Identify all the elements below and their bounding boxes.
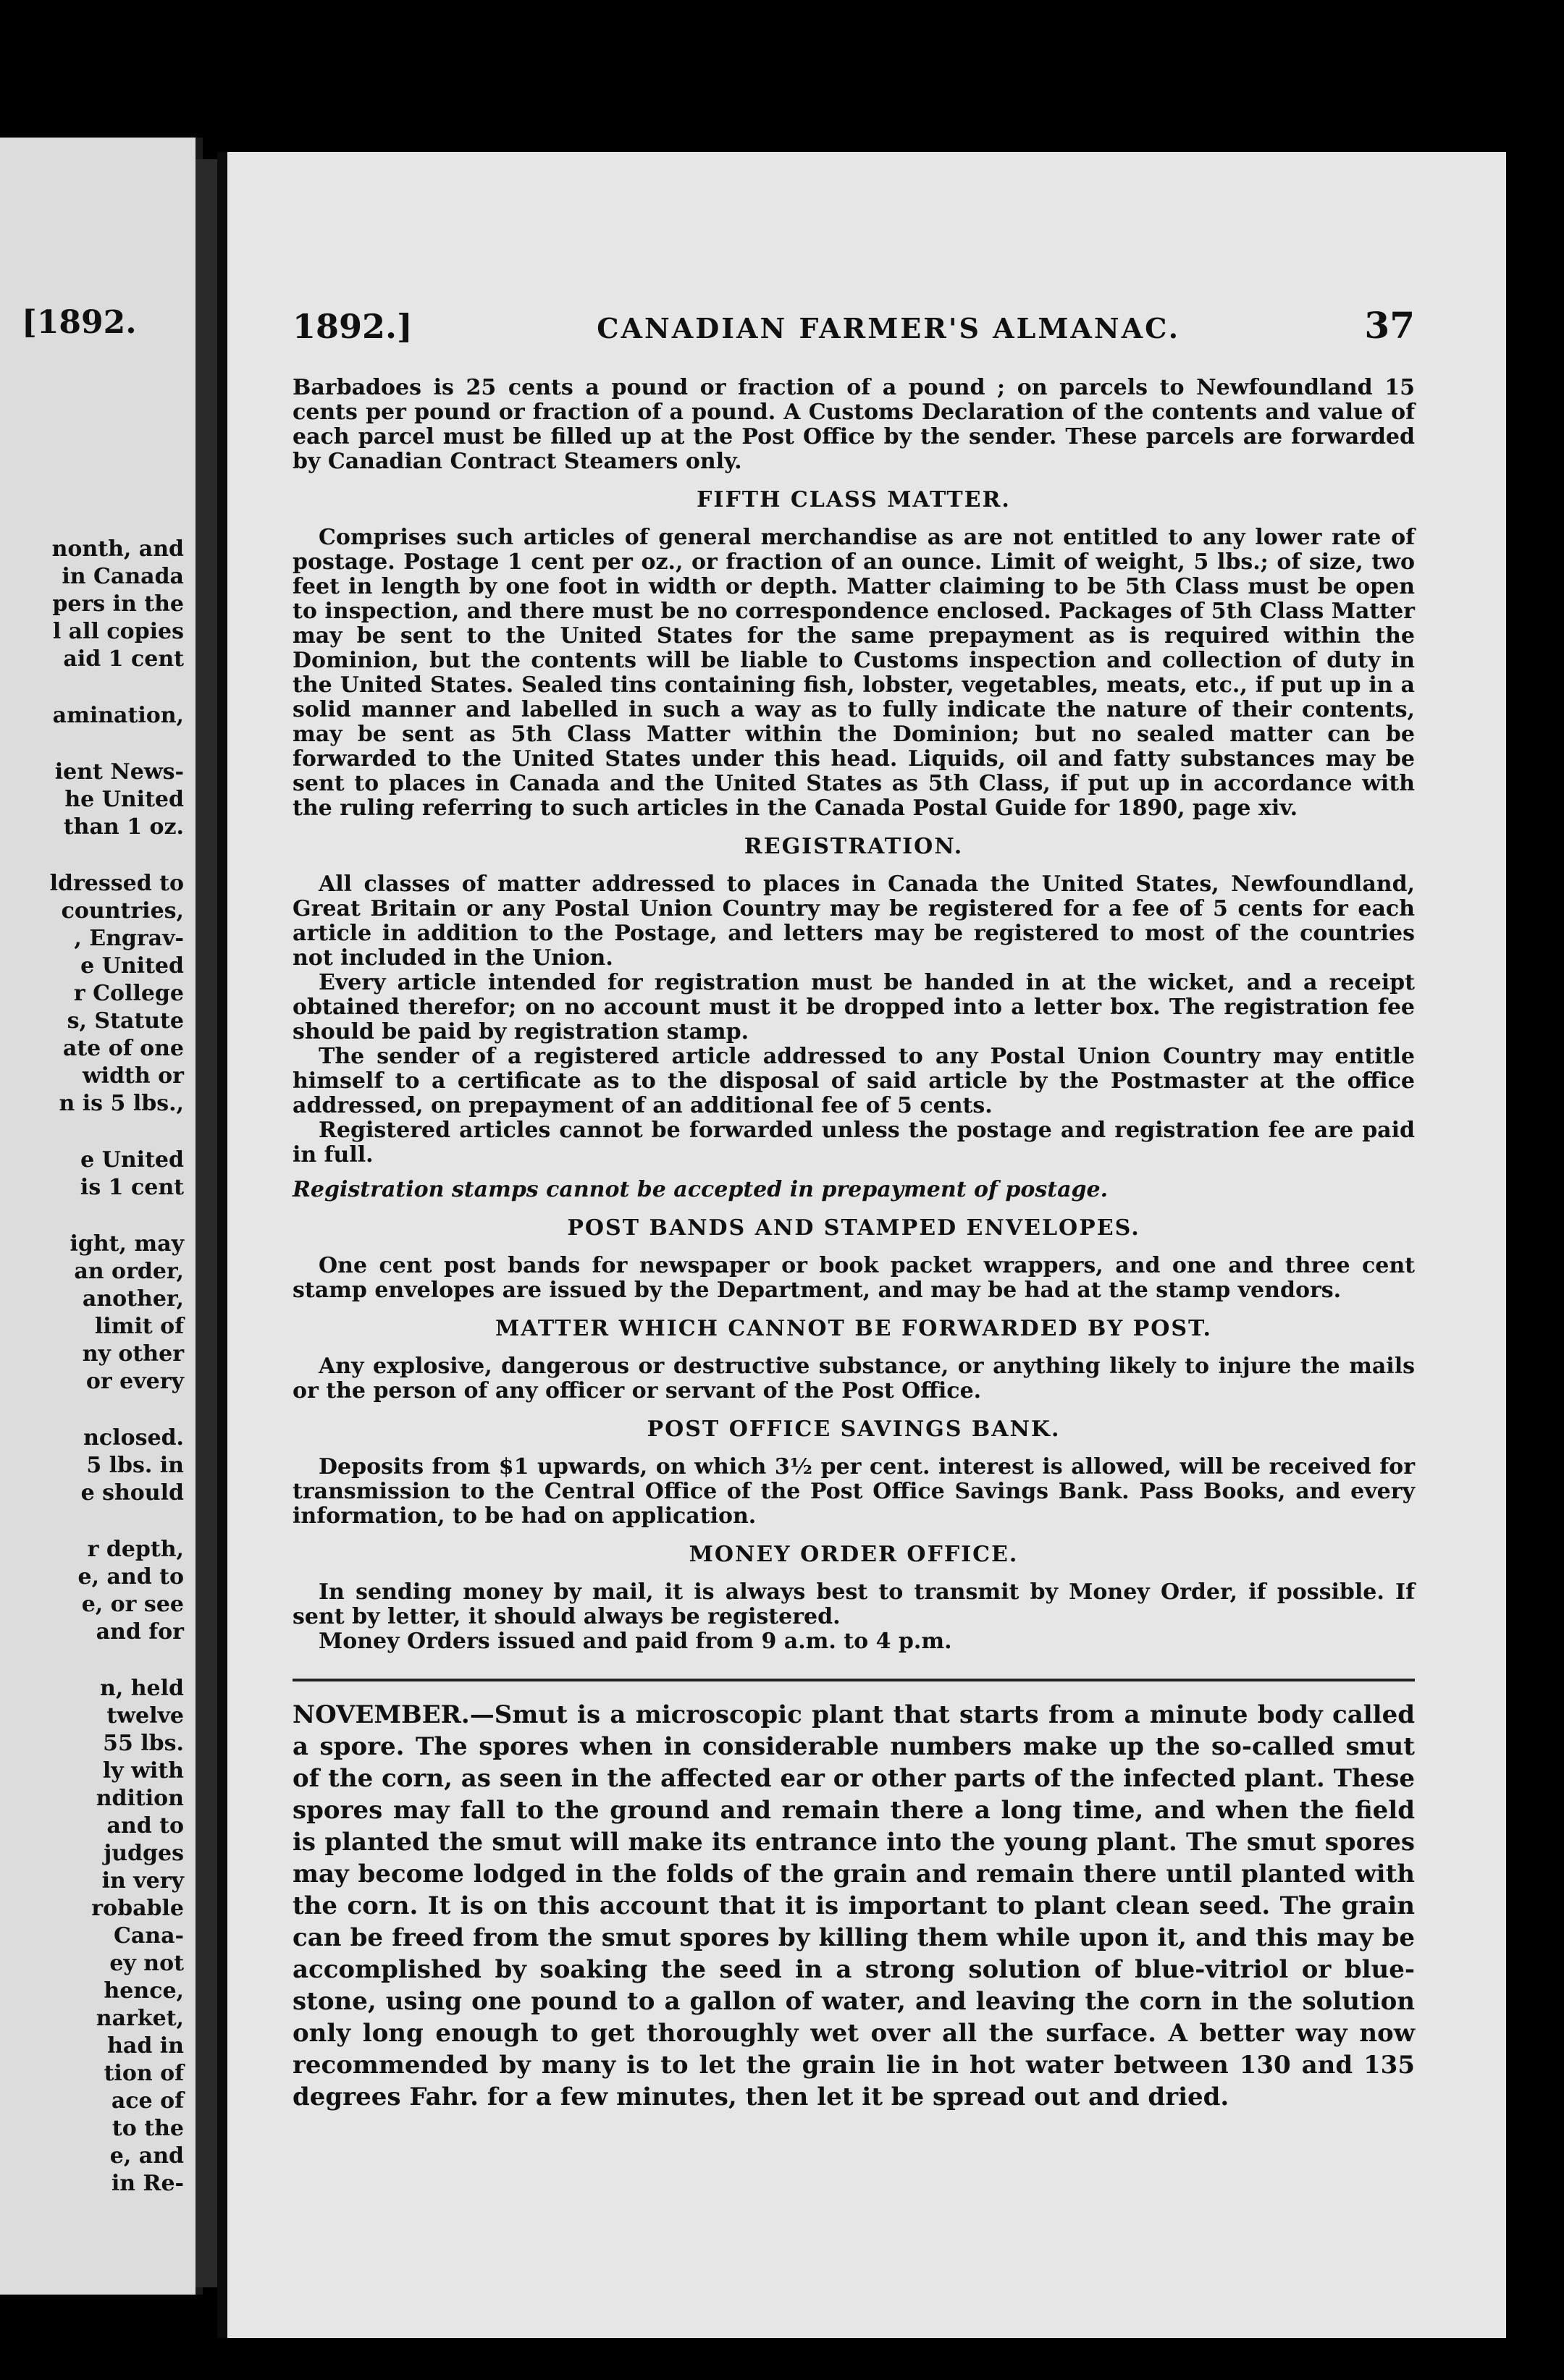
- registration-p4: Registered articles cannot be forwarded unless the postage and registration fee are paid in full.: [293, 1118, 1415, 1168]
- left-page-line: robable: [91, 1896, 184, 1921]
- left-page-line: is 1 cent: [80, 1175, 184, 1200]
- left-page-line: ldressed to: [49, 871, 184, 896]
- left-page-line: e, and to: [77, 1564, 184, 1590]
- page-number: 37: [1364, 304, 1415, 347]
- heading-money-order: MONEY ORDER OFFICE.: [689, 1542, 1019, 1567]
- left-page-line: in Canada: [62, 564, 184, 589]
- registration-note: Registration stamps cannot be accepted in prepayment of postage.: [293, 1177, 1109, 1202]
- left-page-gap: [0, 673, 196, 702]
- left-page-line: n, held: [100, 1676, 184, 1701]
- left-page-line: an order,: [74, 1259, 184, 1284]
- left-page-line: e, and: [109, 2143, 184, 2169]
- registration-p1: All classes of matter addressed to places in Canada the United States, Newfoundland, Great Britain or any Postal Union Country may be registered for a fee of 5 cents for each article in addition to the Postage, and letters may be registered to most of the countries not included in the Union.: [293, 872, 1415, 971]
- registration-p3: The sender of a registered article addressed to any Postal Union Country may entitle himself to a certificate as to the disposal of said article by the Postmaster at the office addressed, on prepayment of an additional fee of 5 cents.: [293, 1044, 1415, 1118]
- left-page-line: narket,: [96, 2006, 184, 2031]
- almanac-page: [217, 152, 1506, 2338]
- money-order-p1: In sending money by mail, it is always best to transmit by Money Order, if possible. If sent by letter, it should always be registered.: [293, 1579, 1415, 1629]
- intro-paragraph: Barbadoes is 25 cents a pound or fraction of a pound ; on parcels to Newfoundland 15 cents per pound or fraction of a pound. A Customs Declaration of the contents and value of each parcel must be filled up at the Post Office by the sender. These parcels are forwarded by Canadian Contract Steamers only.: [293, 375, 1415, 474]
- left-page-line: r College: [73, 981, 184, 1006]
- left-page-line: in very: [101, 1868, 184, 1894]
- left-page-line: ate of one: [62, 1036, 184, 1061]
- heading-registration: REGISTRATION.: [744, 834, 964, 859]
- left-page-line: nonth, and: [51, 536, 184, 562]
- left-page-line: 55 lbs.: [103, 1731, 184, 1756]
- left-page-gap: [0, 1507, 196, 1536]
- left-page-line: than 1 oz.: [63, 814, 184, 840]
- left-page-line: ace of: [111, 2088, 184, 2114]
- book-gutter: [196, 159, 217, 2287]
- left-page-line: he United: [64, 787, 184, 812]
- left-page-line: hence,: [104, 1978, 184, 2004]
- left-page-line: countries,: [61, 898, 184, 924]
- left-page-line: ly with: [102, 1758, 184, 1784]
- left-page-fragment: [0, 138, 203, 2295]
- left-page-line: s, Statute: [67, 1008, 184, 1034]
- page-content: [293, 304, 1415, 2113]
- heading-savings-bank: POST OFFICE SAVINGS BANK.: [647, 1417, 1061, 1442]
- left-page-line: , Engrav-: [74, 926, 184, 951]
- section-divider: [293, 1679, 1415, 1681]
- left-page-gap: [0, 1202, 196, 1231]
- heading-fifth-class: FIFTH CLASS MATTER.: [697, 487, 1011, 512]
- left-page-line: judges: [104, 1841, 184, 1866]
- left-page-line: and for: [96, 1619, 184, 1645]
- left-page-line: l all copies: [52, 619, 184, 644]
- fifth-class-text: Comprises such articles of general merchandise as are not entitled to any lower rate of postage. Postage 1 cent per oz., or fraction of an ounce. Limit of weight, 5 lbs.; of size, two feet in length by one foot in width or depth. Matter claiming to be 5th Class must be open to inspection, and there must be no correspondence enclosed. Packages of 5th Class Matter may be sent to the United States for the same prepayment as is required within the Dominion, but the contents will be liable to Customs inspection and collection of duty in the United States. Sealed tins containing fish, lobster, vegetables, meats, etc., if put up in a solid manner and labelled in such a way as to fully indicate the nature of their contents, may be sent as 5th Class Matter within the Dominion; but no sealed matter can be forwarded to the United States under this head. Liquids, oil and fatty substances may be sent to places in Canada and the United States as 5th Class, if put up in accordance with the ruling referring to such articles in the Canada Postal Guide for 1890, page xiv.: [293, 525, 1415, 821]
- left-page-line: ey not: [109, 1951, 184, 1976]
- left-page-line: e should: [80, 1480, 184, 1506]
- left-page-line: limit of: [94, 1314, 184, 1339]
- left-page-line: n is 5 lbs.,: [59, 1091, 184, 1116]
- left-page-line: pers in the: [52, 591, 184, 617]
- left-page-line: amination,: [52, 703, 184, 728]
- cannot-forward-text: Any explosive, dangerous or destructive substance, or anything likely to injure the mails or the person of any officer or servant of the Post Office.: [293, 1354, 1415, 1404]
- money-order-p2: Money Orders issued and paid from 9 a.m. to 4 p.m.: [319, 1629, 952, 1654]
- left-page-line: width or: [82, 1063, 184, 1089]
- left-page-gap: [0, 1646, 196, 1675]
- left-page-gap: [0, 1396, 196, 1425]
- running-head-year: 1892.]: [293, 307, 413, 346]
- left-page-line: ndition: [96, 1786, 184, 1811]
- left-page-line: had in: [107, 2033, 184, 2059]
- left-page-line: and to: [106, 1813, 184, 1839]
- left-page-line: 5 lbs. in: [86, 1453, 184, 1478]
- left-page-header: [1892.: [22, 304, 137, 341]
- heading-cannot-forward: MATTER WHICH CANNOT BE FORWARDED BY POST.: [495, 1316, 1212, 1341]
- left-page-text: [0, 536, 196, 2198]
- left-page-line: nclosed.: [83, 1425, 184, 1451]
- left-page-line: twelve: [106, 1703, 184, 1729]
- left-page-line: r depth,: [87, 1537, 184, 1562]
- left-page-line: e, or see: [81, 1592, 184, 1617]
- left-page-line: e United: [80, 1147, 184, 1173]
- left-page-line: e United: [80, 953, 184, 979]
- left-page-line: Cana-: [113, 1923, 184, 1949]
- left-page-line: ight, may: [70, 1231, 184, 1257]
- left-page-line: another,: [82, 1286, 184, 1312]
- savings-bank-text: Deposits from $1 upwards, on which 3½ per cent. interest is allowed, will be received for transmission to the Central Office of the Post Office Savings Bank. Pass Books, and every information, to be had on application.: [293, 1454, 1415, 1529]
- left-page-line: tion of: [104, 2061, 184, 2086]
- left-page-line: ient News-: [54, 759, 184, 785]
- left-page-line: aid 1 cent: [63, 646, 184, 672]
- left-page-line: or every: [85, 1369, 184, 1394]
- left-page-gap: [0, 1118, 196, 1147]
- left-page-line: in Re-: [111, 2171, 184, 2196]
- november-article: NOVEMBER.—Smut is a microscopic plant that starts from a minute body called a spore. The spores when in considerable numbers make up the so-called smut of the corn, as seen in the affected ear or other parts of the infected plant. These spores may fall to the ground and remain there a long time, and when the field is planted the smut will make its entrance into the young plant. The smut spores may become lodged in the folds of the grain and remain there until planted with the corn. It is on this account that it is important to plant clean seed. The grain can be freed from the smut spores by killing them while upon it, and this may be accomplished by soaking the seed in a strong solution of blue-vitriol or blue-stone, using one pound to a gallon of water, and leaving the corn in the solution only long enough to get thoroughly wet over all the surface. A better way now recommended by many is to let the grain lie in hot water between 130 and 135 degrees Fahr. for a few minutes, then let it be spread out and dried.: [293, 1700, 1415, 2111]
- post-bands-text: One cent post bands for newspaper or book packet wrappers, and one and three cent stamp envelopes are issued by the Department, and may be had at the stamp vendors.: [293, 1253, 1415, 1303]
- left-page-line: to the: [112, 2116, 184, 2141]
- left-page-gap: [0, 841, 196, 870]
- heading-post-bands: POST BANDS AND STAMPED ENVELOPES.: [567, 1215, 1140, 1241]
- left-page-gap: [0, 730, 196, 759]
- running-head-title: CANADIAN FARMER'S ALMANAC.: [597, 312, 1180, 345]
- registration-p2: Every article intended for registration must be handed in at the wicket, and a receipt obtained therefor; on no account must it be dropped into a letter box. The registration fee should be paid by registration stamp.: [293, 970, 1415, 1045]
- left-page-line: ny other: [82, 1341, 184, 1367]
- running-head: [293, 304, 1415, 347]
